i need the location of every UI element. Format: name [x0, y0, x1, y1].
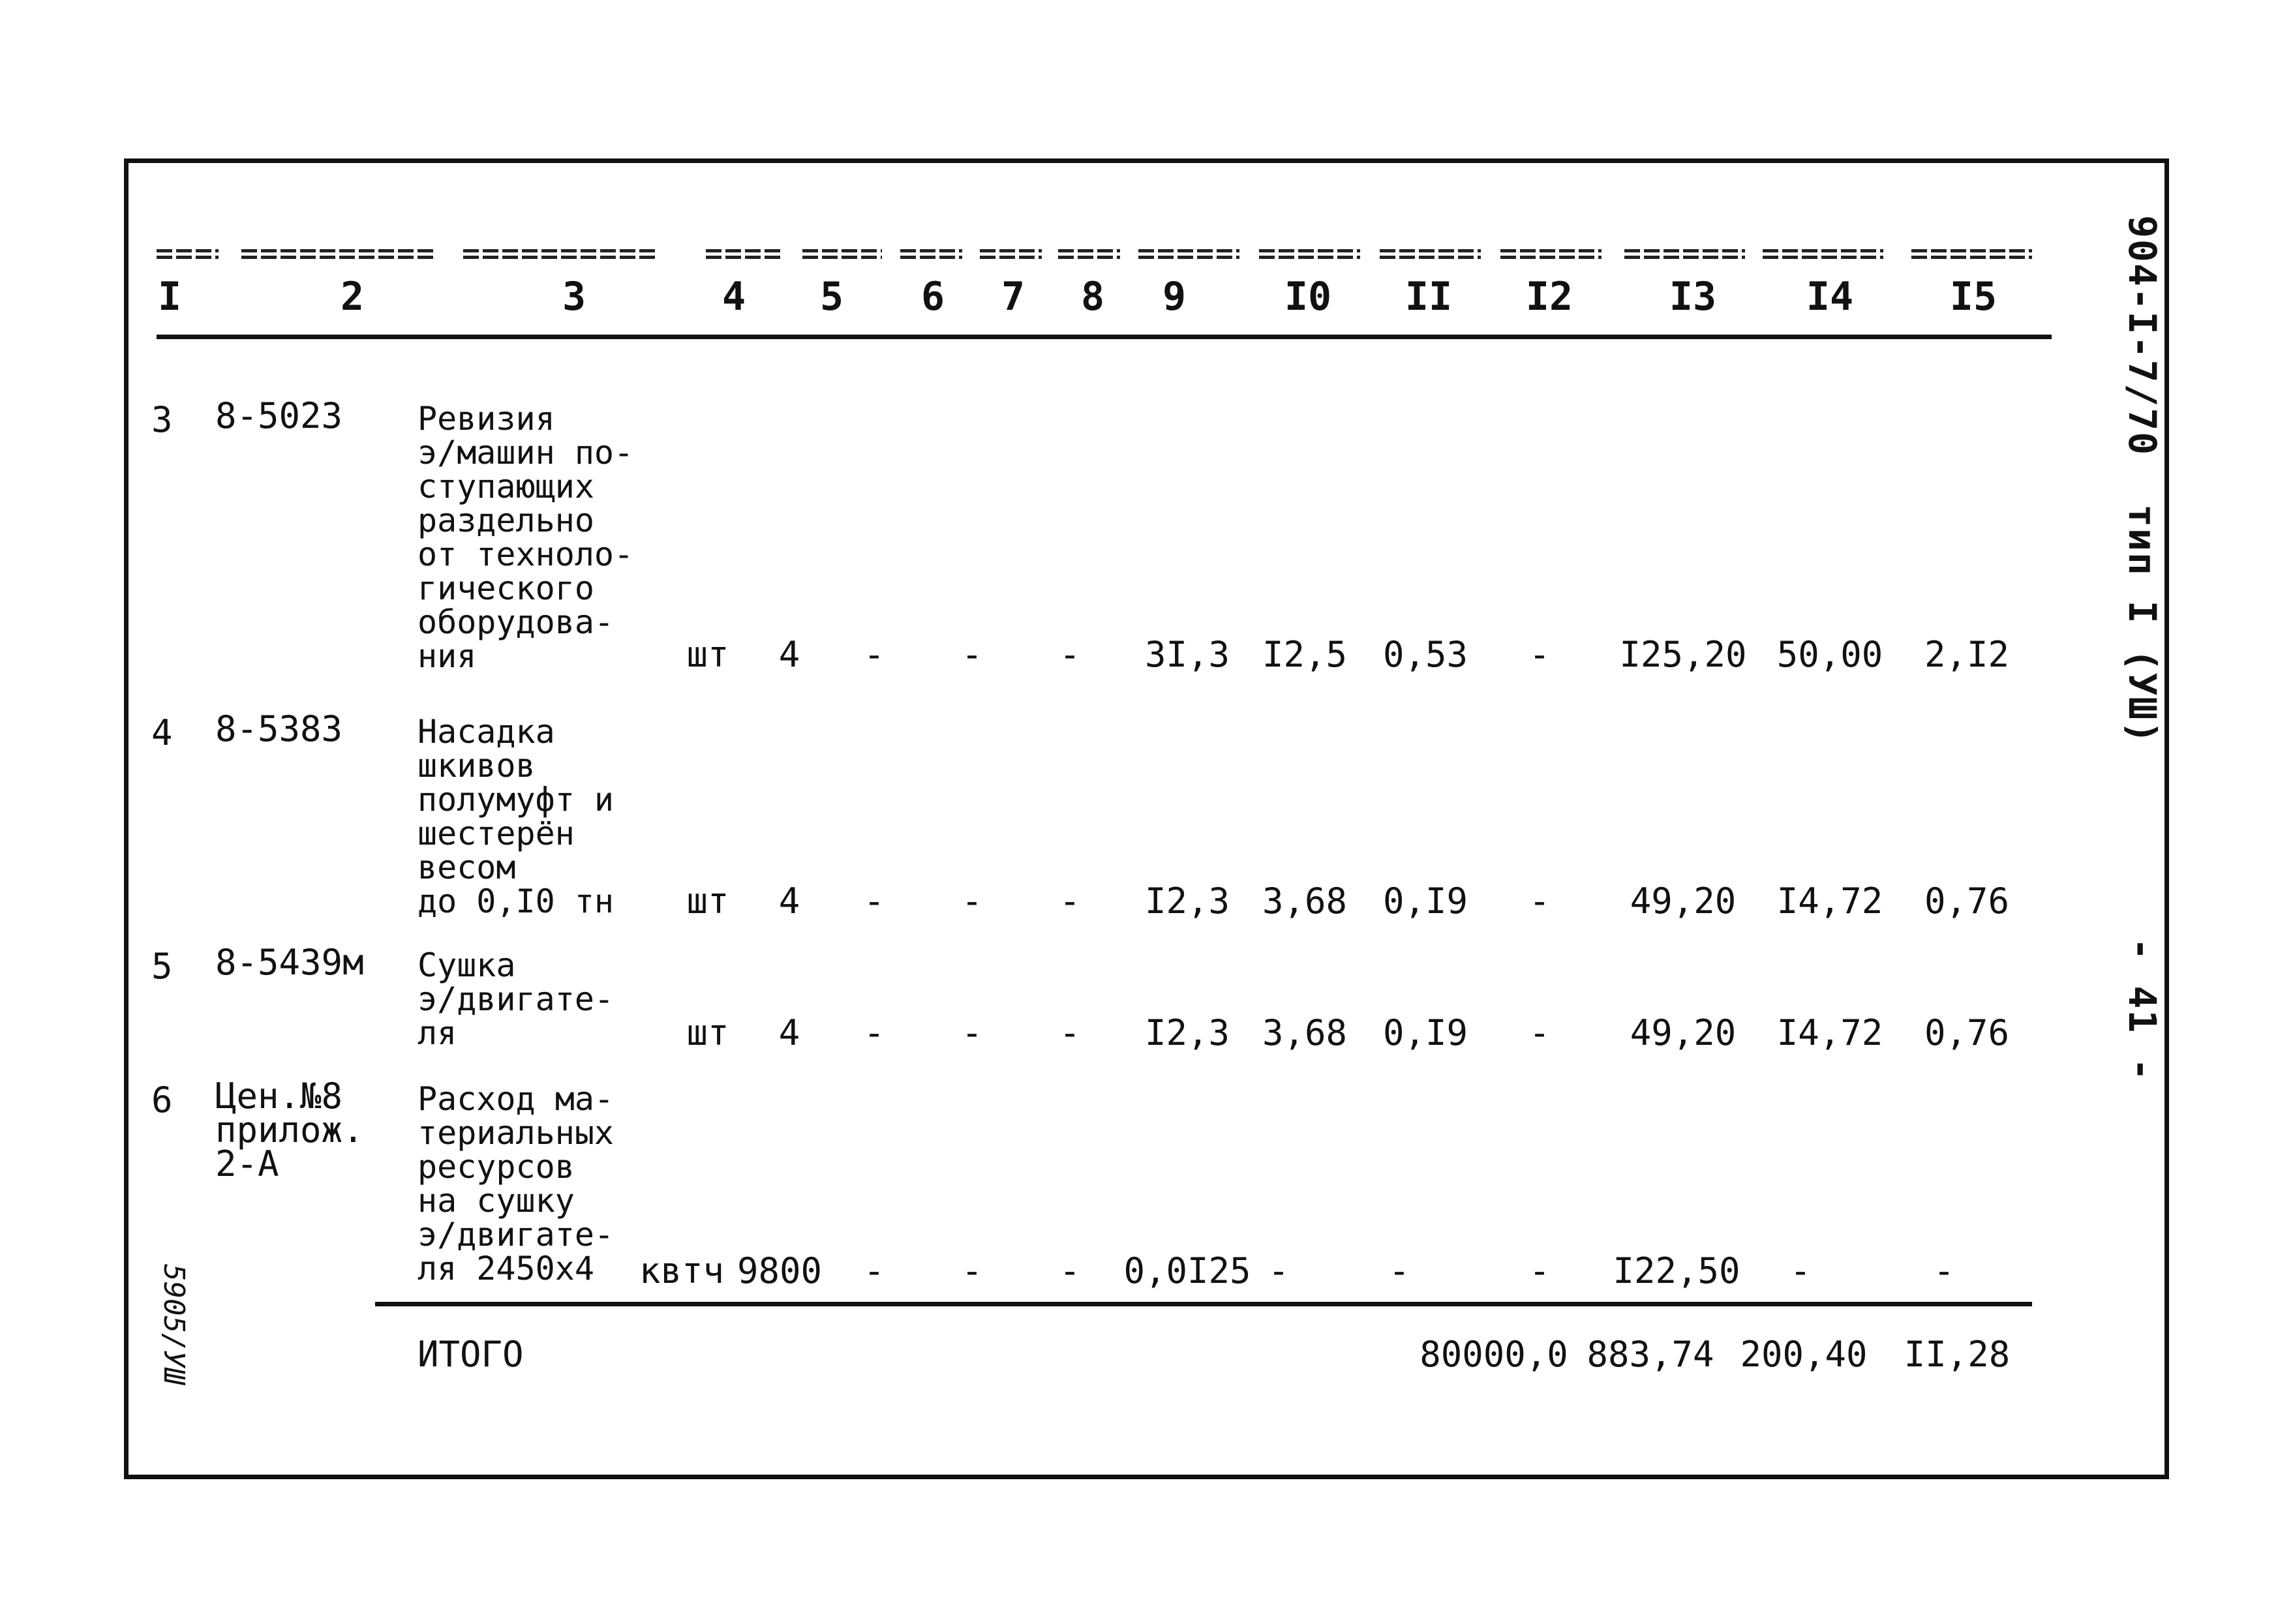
cell-col10: 3,68: [1262, 1012, 1348, 1053]
column-header: 5: [819, 274, 844, 320]
cell-col7: -: [961, 1250, 983, 1291]
work-description: Насадка шкивов полумуфт и шестерён весом до 0,I0 тн: [418, 713, 615, 920]
cell-unit: квтч: [639, 1250, 725, 1291]
cell-col7: -: [961, 880, 983, 922]
cell-col11: -: [1388, 1250, 1410, 1291]
column-header: 2: [340, 274, 365, 320]
price-code: 8-5023: [215, 395, 343, 436]
cell-col6: -: [863, 1250, 885, 1291]
column-header: II: [1405, 274, 1453, 320]
work-description: Сушка э/двигате- ля: [418, 946, 615, 1052]
cell-col9: 3I,3: [1144, 634, 1230, 675]
cell-col10: I2,5: [1262, 634, 1348, 675]
cell-col13: I25,20: [1619, 634, 1747, 675]
cell-col14: 50,00: [1776, 634, 1883, 675]
cell-col10: -: [1268, 1250, 1290, 1291]
total-col12: 80000,0: [1420, 1334, 1568, 1375]
table-row: [0, 942, 2293, 1057]
table-row: [0, 395, 2293, 675]
cell-col8: -: [1059, 1250, 1081, 1291]
cell-col11: 0,I9: [1382, 880, 1468, 922]
cell-col12: -: [1528, 880, 1551, 922]
column-header-row: [0, 274, 2293, 326]
header-rule: [157, 335, 2052, 339]
cell-unit: шт: [686, 1012, 729, 1053]
work-description: Расход ма- териальных ресурсов на сушку э/двигате- ля 2450х4: [418, 1080, 615, 1287]
cell-col15: 0,76: [1924, 880, 2010, 922]
work-description: Ревизия э/машин по- ступающих раздельно от техноло- гического оборудова- ния: [418, 400, 634, 675]
cell-col11: 0,53: [1382, 634, 1468, 675]
cell-quantity: 4: [778, 634, 800, 675]
row-number: 6: [151, 1079, 173, 1120]
cell-quantity: 4: [778, 1012, 800, 1053]
cell-col6: -: [863, 634, 885, 675]
table-row: [0, 1075, 2293, 1295]
side-label: 904-I-7/70 тип I (УШ) - 41 -: [2120, 215, 2164, 1083]
row-number: 3: [151, 399, 173, 440]
cell-col8: -: [1059, 1012, 1081, 1053]
cell-col9: 0,0I25: [1123, 1250, 1251, 1291]
table-row: [0, 708, 2293, 922]
total-col13: 883,74: [1587, 1334, 1714, 1375]
column-header: 3: [562, 274, 586, 320]
row-number: 4: [151, 712, 173, 753]
cell-col13: 49,20: [1630, 1012, 1737, 1053]
cell-col8: -: [1059, 634, 1081, 675]
cell-col11: 0,I9: [1382, 1012, 1468, 1053]
total-rule: [375, 1302, 2032, 1306]
cell-col12: -: [1528, 634, 1551, 675]
cell-col12: -: [1528, 1012, 1551, 1053]
cell-col9: I2,3: [1144, 1012, 1230, 1053]
cell-col12: -: [1528, 1250, 1551, 1291]
cell-col15: 0,76: [1924, 1012, 2010, 1053]
cell-col14: I4,72: [1776, 880, 1883, 922]
cell-col9: I2,3: [1144, 880, 1230, 922]
column-header: I0: [1284, 274, 1332, 320]
cell-col13: I22,50: [1613, 1250, 1740, 1291]
column-header: 8: [1080, 274, 1105, 320]
archive-stamp: 5905/УШ: [157, 1264, 190, 1385]
cell-col15: -: [1933, 1250, 1955, 1291]
cell-col6: -: [863, 880, 885, 922]
column-header: I2: [1525, 274, 1573, 320]
cell-col7: -: [961, 1012, 983, 1053]
cell-unit: шт: [686, 880, 729, 922]
cell-col14: I4,72: [1776, 1012, 1883, 1053]
cell-quantity: 4: [778, 880, 800, 922]
column-header: I5: [1949, 274, 1997, 320]
cell-col7: -: [961, 634, 983, 675]
cell-col8: -: [1059, 880, 1081, 922]
cell-col6: -: [863, 1012, 885, 1053]
cell-col13: 49,20: [1630, 880, 1737, 922]
cell-unit: шт: [686, 634, 729, 675]
column-header: 6: [920, 274, 945, 320]
price-code: 8-5439м: [215, 942, 364, 983]
total-col14: 200,40: [1740, 1334, 1868, 1375]
total-col15: II,28: [1904, 1334, 2011, 1375]
cell-col10: 3,68: [1262, 880, 1348, 922]
row-number: 5: [151, 946, 173, 987]
column-header: I3: [1669, 274, 1717, 320]
cell-col15: 2,I2: [1924, 634, 2010, 675]
cell-quantity: 9800: [736, 1250, 823, 1291]
header-dash-rule: [157, 249, 2035, 258]
column-header: I4: [1806, 274, 1854, 320]
column-header: 9: [1162, 274, 1187, 320]
price-code: 8-5383: [215, 708, 343, 749]
column-header: 7: [1001, 274, 1025, 320]
price-code: Цен.№8 прилож. 2-А: [215, 1075, 364, 1184]
column-header: I: [157, 274, 182, 320]
cell-col14: -: [1789, 1250, 1812, 1291]
total-label: ИТОГО: [418, 1334, 524, 1375]
column-header: 4: [721, 274, 746, 320]
